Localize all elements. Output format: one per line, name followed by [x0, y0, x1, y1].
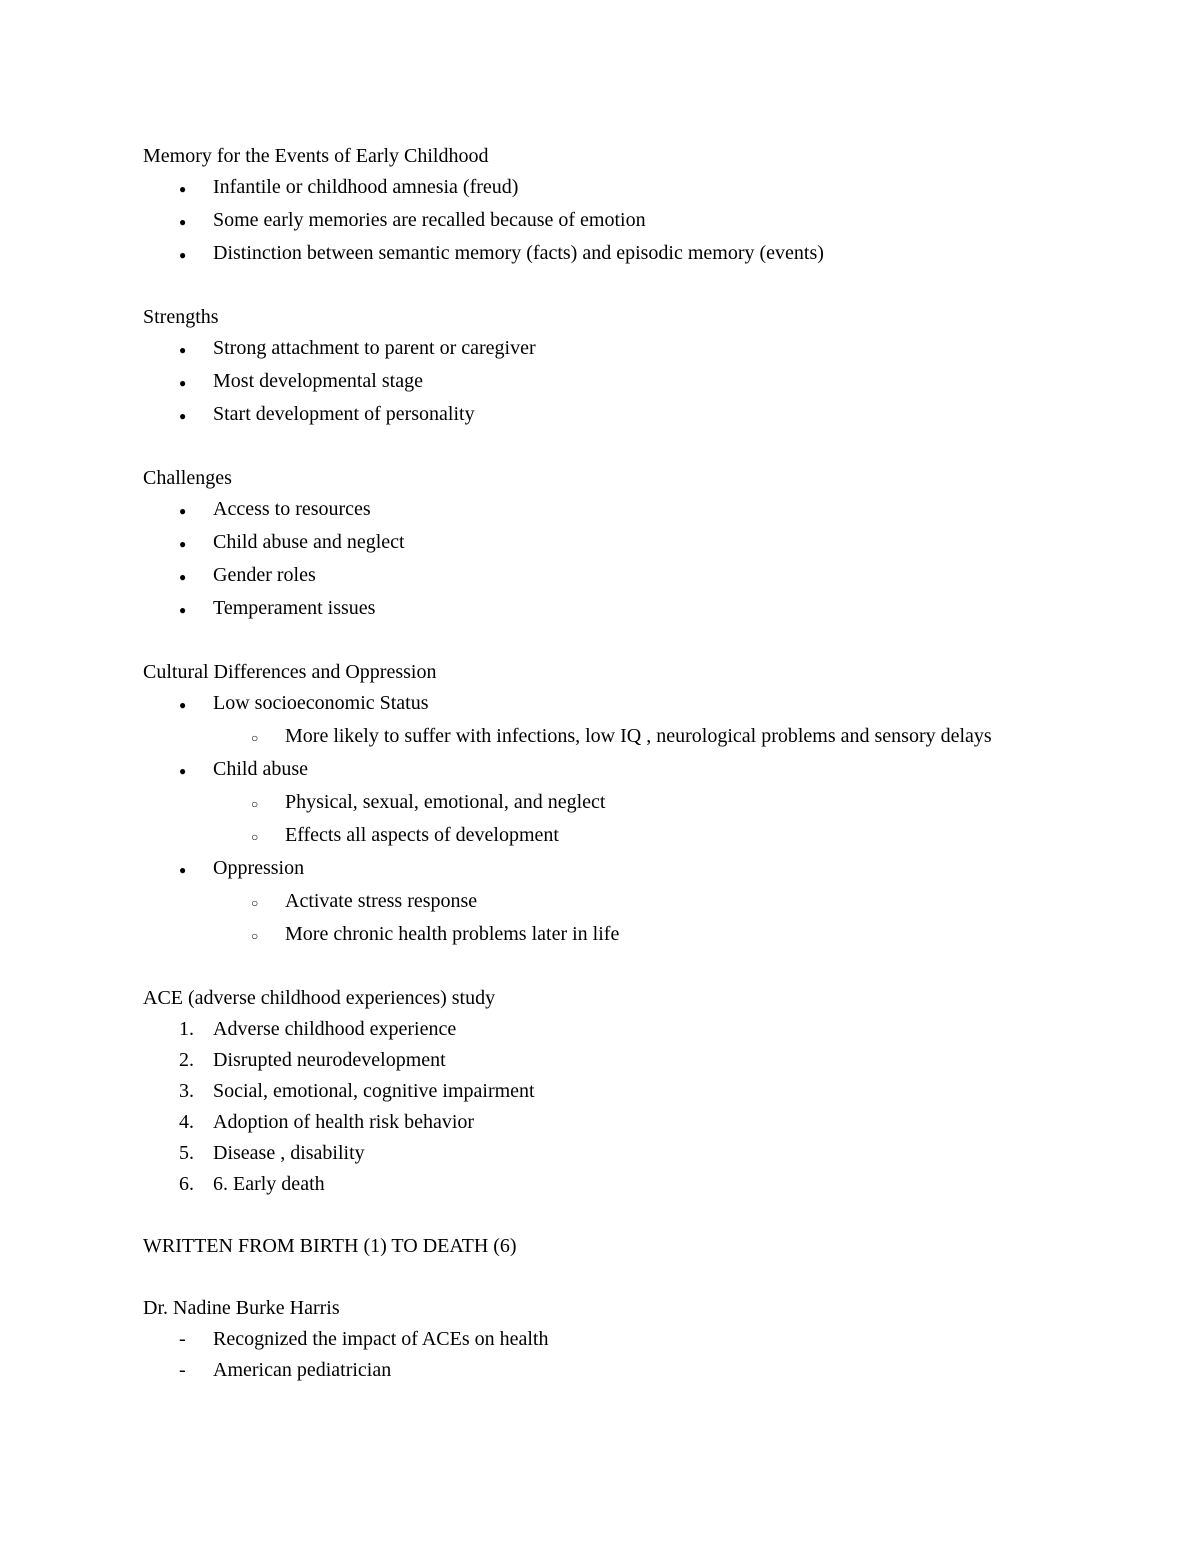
- list-item-text: Distinction between semantic memory (facts) and episodic memory (events): [213, 242, 824, 264]
- bullet-icon: ●: [179, 698, 187, 712]
- bullet-icon: ●: [179, 863, 187, 877]
- list-item: [179, 238, 1095, 271]
- list-item-text: Some early memories are recalled because of emotion: [213, 209, 646, 231]
- bullet-icon: ●: [179, 182, 187, 196]
- bullet-icon: ○: [251, 929, 259, 943]
- bullet-icon: ●: [179, 504, 187, 518]
- section-list: [143, 1324, 1095, 1386]
- list-item-text: Infantile or childhood amnesia (freud): [213, 176, 519, 198]
- list-item: [251, 787, 1095, 820]
- list-item: [179, 1355, 1095, 1386]
- list-item-text: Low socioeconomic Status: [213, 692, 429, 714]
- bullet-icon: ●: [179, 570, 187, 584]
- list-item-text: Adoption of health risk behavior: [213, 1111, 475, 1133]
- bullet-icon: ●: [179, 376, 187, 390]
- list-item: [179, 688, 1095, 721]
- section: [143, 302, 1095, 432]
- list-marker: 4.: [179, 1111, 194, 1133]
- list-item: [179, 527, 1095, 560]
- list-item-text: Recognized the impact of ACEs on health: [213, 1328, 549, 1350]
- list-item: [179, 494, 1095, 527]
- list-marker: -: [179, 1359, 186, 1381]
- list-marker: 3.: [179, 1080, 194, 1102]
- list-item-text: Disrupted neurodevelopment: [213, 1049, 446, 1071]
- bullet-icon: ●: [179, 409, 187, 423]
- bullet-icon: ●: [179, 215, 187, 229]
- section-list: [143, 172, 1095, 271]
- section: [143, 983, 1095, 1200]
- list-item-text: More chronic health problems later in life: [285, 923, 620, 945]
- section-list: [143, 333, 1095, 432]
- section: [143, 141, 1095, 271]
- section-heading: Strengths: [143, 306, 219, 328]
- list-marker: -: [179, 1328, 186, 1350]
- list-item: [179, 399, 1095, 432]
- list-item-text: Physical, sexual, emotional, and neglect: [285, 791, 606, 813]
- list-item: [179, 1045, 1095, 1076]
- bullet-icon: ○: [251, 797, 259, 811]
- list-item: [179, 1076, 1095, 1107]
- bullet-icon: ●: [179, 603, 187, 617]
- section-heading: Challenges: [143, 467, 232, 489]
- section: [143, 1231, 1095, 1262]
- list-item: [251, 820, 1095, 853]
- list-item-text: Most developmental stage: [213, 370, 423, 392]
- section-list: [143, 688, 1095, 952]
- section-list: [143, 1014, 1095, 1200]
- section: [143, 657, 1095, 952]
- list-item-text: Adverse childhood experience: [213, 1018, 457, 1040]
- list-item: [251, 919, 1095, 952]
- list-item-text: More likely to suffer with infections, low IQ , neurological problems and sensory delays: [285, 725, 992, 747]
- list-item: [179, 853, 1095, 886]
- list-item: [179, 1138, 1095, 1169]
- bullet-icon: ○: [251, 896, 259, 910]
- section-list: [143, 494, 1095, 626]
- section-heading: Cultural Differences and Oppression: [143, 661, 437, 683]
- list-item: [179, 1324, 1095, 1355]
- section: [143, 463, 1095, 626]
- list-item: [179, 1014, 1095, 1045]
- list-item-text: Disease , disability: [213, 1142, 365, 1164]
- list-item-text: Social, emotional, cognitive impairment: [213, 1080, 535, 1102]
- section-heading: ACE (adverse childhood experiences) study: [143, 987, 496, 1009]
- section-heading: Memory for the Events of Early Childhood: [143, 145, 489, 167]
- list-item: [251, 721, 1095, 754]
- list-item: [179, 1169, 1095, 1200]
- list-item: [179, 366, 1095, 399]
- bullet-icon: ●: [179, 248, 187, 262]
- list-item: [179, 593, 1095, 626]
- bullet-icon: ●: [179, 343, 187, 357]
- list-item-text: Strong attachment to parent or caregiver: [213, 337, 536, 359]
- list-item: [179, 754, 1095, 787]
- list-item-text: Gender roles: [213, 564, 316, 586]
- bullet-icon: ○: [251, 830, 259, 844]
- bullet-icon: ○: [251, 731, 259, 745]
- list-item-text: Child abuse: [213, 758, 308, 780]
- section: [143, 1293, 1095, 1386]
- list-item-text: Oppression: [213, 857, 305, 879]
- list-item: [179, 560, 1095, 593]
- list-marker: 2.: [179, 1049, 194, 1071]
- list-item-text: Access to resources: [213, 498, 371, 520]
- list-marker: 6.: [179, 1173, 194, 1195]
- list-item: [179, 205, 1095, 238]
- list-item-text: 6. Early death: [213, 1173, 325, 1195]
- section-heading: WRITTEN FROM BIRTH (1) TO DEATH (6): [143, 1235, 517, 1257]
- list-marker: 1.: [179, 1018, 194, 1040]
- list-item: [179, 333, 1095, 366]
- bullet-icon: ●: [179, 537, 187, 551]
- list-item-text: Start development of personality: [213, 403, 475, 425]
- bullet-icon: ●: [179, 764, 187, 778]
- list-item-text: Activate stress response: [285, 890, 478, 912]
- list-item-text: Effects all aspects of development: [285, 824, 559, 846]
- list-item: [179, 1107, 1095, 1138]
- list-marker: 5.: [179, 1142, 194, 1164]
- list-item: [179, 172, 1095, 205]
- list-item-text: American pediatrician: [213, 1359, 392, 1381]
- section-heading: Dr. Nadine Burke Harris: [143, 1297, 340, 1319]
- list-item-text: Child abuse and neglect: [213, 531, 405, 553]
- list-item: [251, 886, 1095, 919]
- list-item-text: Temperament issues: [213, 597, 376, 619]
